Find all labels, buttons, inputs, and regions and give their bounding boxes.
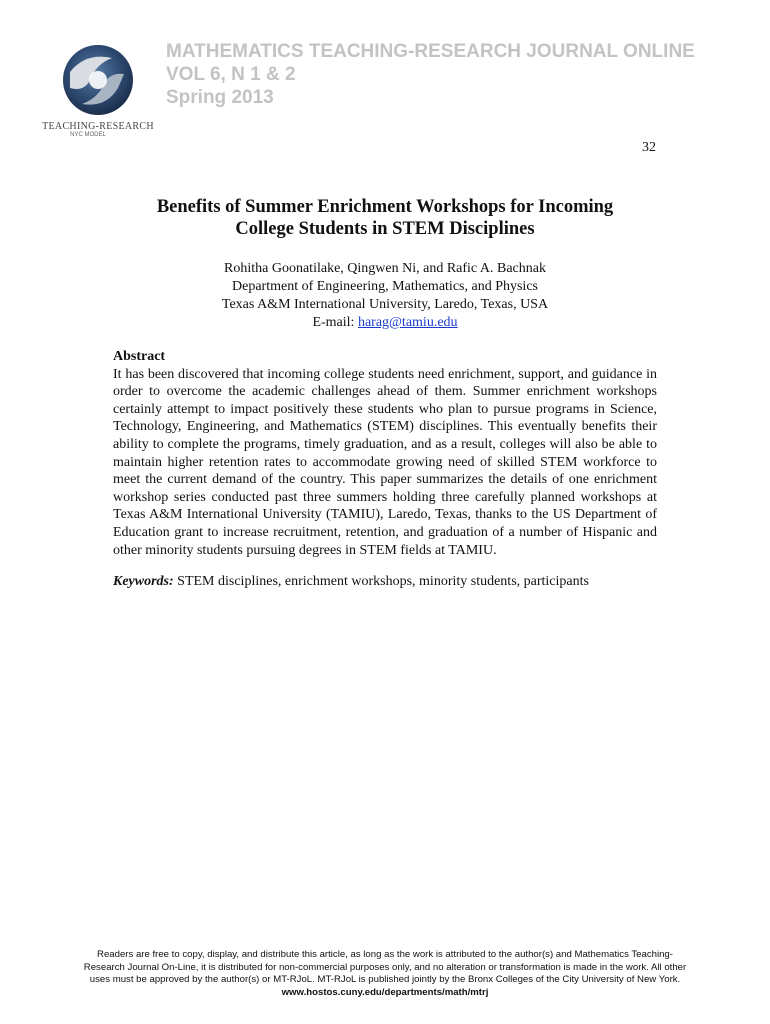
abstract-heading: Abstract xyxy=(113,349,166,364)
footer-line-3: uses must be approved by the author(s) or MT-RJoL. MT-RJoL is published jointly by the Bronx Colleges of the City University of New York. xyxy=(89,974,681,985)
journal-season: Spring 2013 xyxy=(166,87,274,108)
logo-subtext: NYC MODEL xyxy=(70,132,106,138)
email-link[interactable]: harag@tamiu.edu xyxy=(357,315,458,330)
journal-logo xyxy=(36,42,160,142)
footer-line-1: Readers are free to copy, display, and distribute this article, as long as the work is attributed to the author(s) and Mathematics Teaching- xyxy=(97,949,673,960)
keywords-text: STEM disciplines, enrichment workshops, minority students, participants xyxy=(173,574,589,590)
author-names: Rohitha Goonatilake, Qingwen Ni, and Rafic A. Bachnak xyxy=(224,261,546,276)
title-line-2: College Students in STEM Disciplines xyxy=(235,219,535,239)
footer-line-2: Research Journal On-Line, it is distributed for non-commercial purposes only, and no alteration or transformation is made in the work. All other xyxy=(83,961,687,973)
keywords-label: Keywords: xyxy=(113,574,174,590)
logo-emblem-icon xyxy=(56,42,140,120)
footer-url-link[interactable]: www.hostos.cuny.edu/departments/math/mtrj xyxy=(281,986,489,998)
journal-name: MATHEMATICS TEACHING-RESEARCH JOURNAL ONLINE xyxy=(166,41,695,62)
abstract-body: It has been discovered that incoming college students need enrichment, support, and guidance in order to overcome the academic challenges ahead of them. Summer enrichment workshops certainly attempt to impact positively these students who plan to pursue programs in Science, Technology, Engineering, and Mathematics (STEM) disciplines. This eventually benefits their ability to complete the programs, timely graduation, and as a result, colleges will also be able to maintain higher retention rates to accommodate growing need of skilled STEM workforce to meet the current demand of the country. This paper summarizes the details of one enrichment workshop series conducted past three summers holding three carefully planned workshops at Texas A&M International University (TAMIU), Laredo, Texas, thanks to the US Department of Education grant to increase recruitment, retention, and graduation of a number of Hispanic and other minority students pursuing degrees in STEM fields at TAMIU. xyxy=(113,366,657,558)
journal-volume: VOL 6, N 1 & 2 xyxy=(166,64,296,85)
title-line-1: Benefits of Summer Enrichment Workshops for Incoming xyxy=(156,197,614,217)
abstract-section xyxy=(113,348,657,591)
author-university: Texas A&M International University, Laredo, Texas, USA xyxy=(221,297,549,312)
author-block xyxy=(60,260,710,332)
logo-text: TEACHING-RESEARCH xyxy=(42,121,154,132)
keywords-line xyxy=(113,573,657,591)
author-email-line xyxy=(60,314,710,332)
page-number: 32 xyxy=(642,140,656,155)
article-title xyxy=(60,196,710,240)
journal-header xyxy=(166,40,695,109)
email-label: E-mail: xyxy=(312,315,358,330)
license-footer xyxy=(40,949,730,999)
author-department: Department of Engineering, Mathematics, and Physics xyxy=(232,279,538,294)
